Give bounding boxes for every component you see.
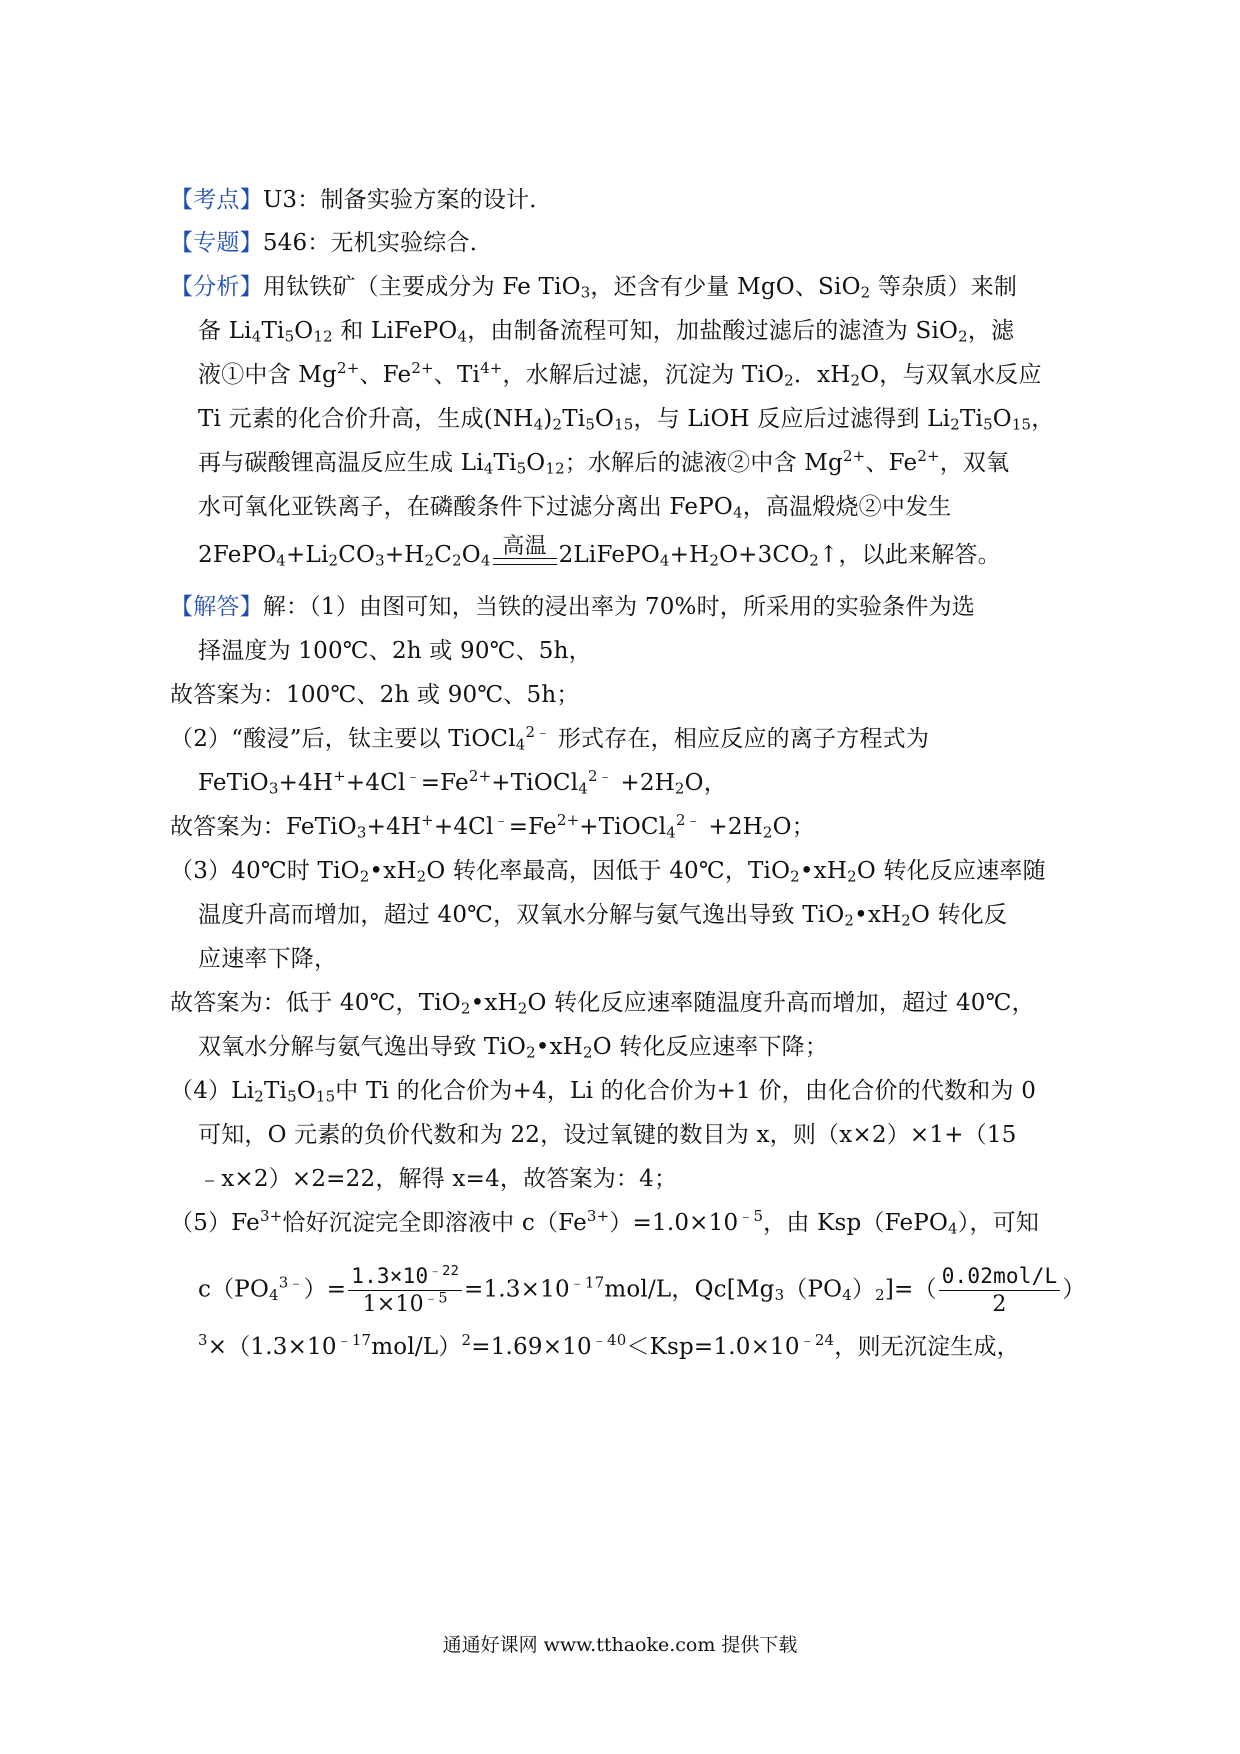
jieda-label: 【解答】 [170,594,263,620]
reaction-condition: 高温 [493,536,557,565]
zhuanti-line [170,228,493,258]
zhuanti-text: 546：无机实验综合． [262,230,493,256]
answer-line-7: （3）40℃时 $TiO_2•xH_2O$ 转化率最高，因低于 40℃，$TiO_2•xH_2O$ 转化反应速率随 [170,858,1046,886]
analysis-line-4: Ti 元素的化合价升高，生成$(NH_4)_2Ti_5O_{15}$，与 LiOH 反应后过滤得到 $Li_2Ti_5O_{15}$， [198,406,1055,434]
kaodian-text: U3：制备实验方案的设计． [262,187,553,213]
analysis-line-6: 水可氧化亚铁离子，在磷酸条件下过滤分离出 FePO$_4$，高温煅烧②中发生 [198,494,952,522]
analysis-line-3: 液①中含 $Mg^{2+}$、$Fe^{2+}$、$Ti^{4+}$，水解后过滤，沉淀为 TiO$_2$．$xH_2O$，与双氧水反应 [198,359,1042,390]
analysis-line-5: 再与碳酸锂高温反应生成 $Li_4Ti_5O_{12}$；水解后的滤液②中含 $Mg^{2+}$、$Fe^{2+}$，双氧 [198,447,1010,478]
kaodian-line [170,185,552,215]
answer-line-5: $FeTiO_3+4H^++4Cl^﹣=Fe^{2+}+TiOCl_4^{2﹣} +2H_2O$， [198,767,727,798]
answer-line-8: 温度升高而增加，超过 40℃，双氧水分解与氨气逸出导致 $TiO_2•xH_2O$ 转化反 [198,902,1008,930]
answer-line-12: $(4)Li_2Ti_5O_{15}$中 Ti 的化合价为+4，Li 的化合价为+1 价，由化合价的代数和为 0 [170,1078,1037,1106]
concentration-fraction: $\frac{\text{0.02mol/L}}{2}$ [939,1262,1061,1319]
analysis-equation: $2FePO_4+Li_2CO_3+H_2C_2O_4$ 高温 $2LiFePO_4+H_2O+3CO_2↑$，以此来解答。 [198,533,1001,570]
answer-line-16: $c(PO_4^{3﹣})=$ $\frac{1.3\times 10^{﹣22}}{1\times 10^{﹣5}}$ $=1.3\times 10^{﹣17}mol/L$，$Qc[Mg_3(PO_4)_2]=$（ $\frac{\text{0.02mol/L}}{2}$ ） [198,1262,1086,1317]
answer-line-11: 双氧水分解与氨气逸出导致 $TiO_2•xH_2O$ 转化反应速率下降； [198,1034,829,1062]
answer-line-2: 择温度为 100℃、2h 或 90℃、5h， [198,638,592,664]
answer-line-15: $(5)Fe^{3+}$恰好沉淀完全即溶液中 $c(Fe^{3+})=1.0\times 10^{﹣5}$，由 Ksp（FePO$_4$），可知 [170,1207,1040,1238]
answer-line-1: 【解答】解：（1）由图可知，当铁的浸出率为 70%时，所采用的实验条件为选 [170,594,975,620]
answer-line-4: （2）“酸浸”后，钛主要以 TiOCl$_4^{2﹣}$ 形式存在，相应反应的离子方程式为 [170,723,930,754]
answer-line-6: 故答案为：$FeTiO_3+4H^++4Cl^﹣=Fe^{2+}+TiOCl_4^{2﹣} +2H_2O$； [170,811,815,842]
equals-bar [493,558,557,565]
fenxi-label: 【分析】 [170,274,263,300]
answer-line-9: 应速率下降， [198,946,338,972]
page-footer: 通通好课网 www.tthaoke.com 提供下载 [442,1634,798,1656]
answer-line-14: ﹣x×2）×2=22，解得 x=4，故答案为：4； [198,1166,678,1192]
ksp-fraction: $\frac{1.3\times 10^{﹣22}}{1\times 10^{﹣5}}$ [348,1262,462,1319]
zhuanti-label: 【专题】 [170,230,263,256]
answer-line-13: 可知，O 元素的负价代数和为 22，设过氧键的数目为 x，则（x×2）×1+（15 [198,1122,1017,1148]
answer-line-17: $^3\times(1.3\times 10^{﹣17}mol/L)^2=1.69\times 10^{﹣40}<Ksp=1.0\times 10^{﹣24}$，则无沉淀生成， [198,1331,1020,1360]
answer-line-10: 故答案为：低于 40℃，$TiO_2•xH_2O$ 转化反应速率随温度升高而增加，超过 40℃， [170,990,1035,1018]
analysis-line-1: 【分析】用钛铁矿（主要成分为 Fe TiO$_3$，还含有少量 MgO、SiO$_2$ 等杂质）来制 [170,274,1018,302]
kaodian-label: 【考点】 [170,187,263,213]
analysis-line-2: 备 $Li_4Ti_5O_{12}$ 和 LiFePO$_4$，由制备流程可知，加盐酸过滤后的滤渣为 SiO$_2$，滤 [198,318,1015,346]
answer-line-3: 故答案为：100℃、2h 或 90℃、5h； [170,682,580,708]
